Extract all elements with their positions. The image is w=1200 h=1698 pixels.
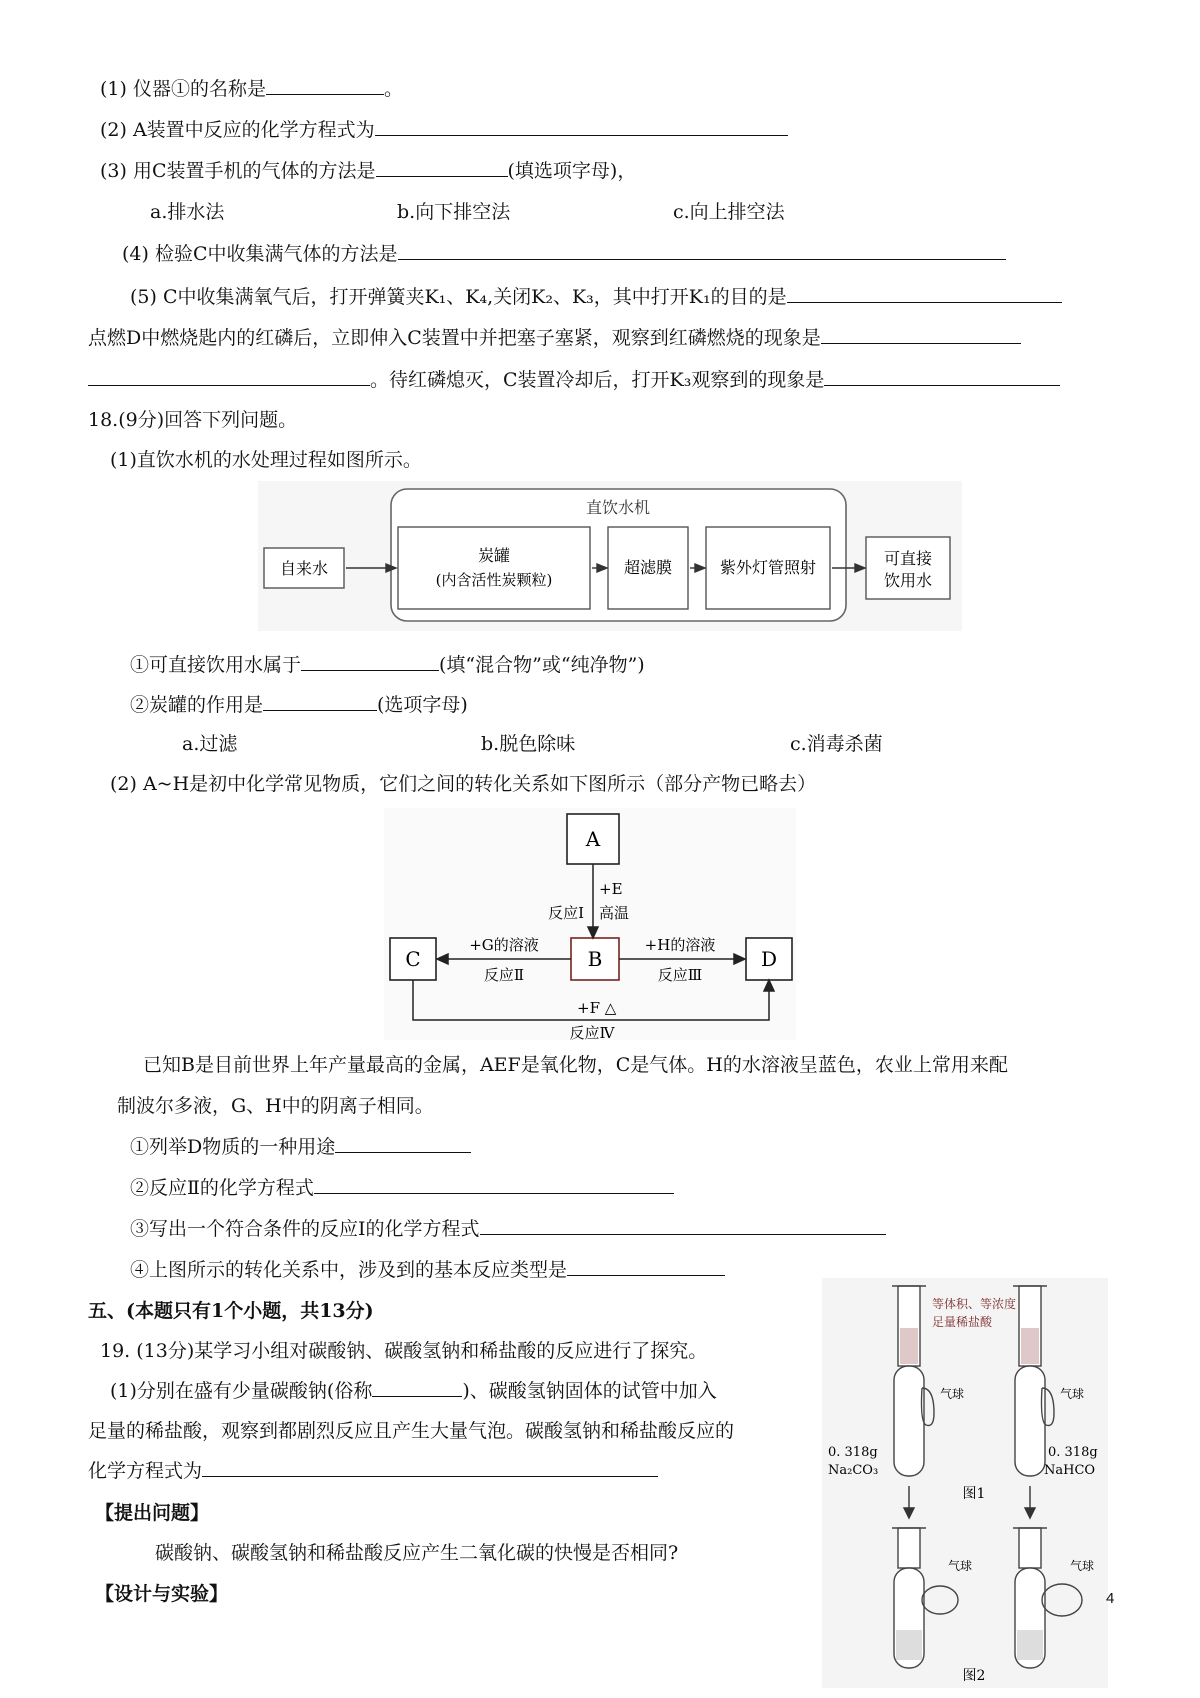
q17-part1-text: (1) 仪器①的名称是 <box>100 78 266 100</box>
ultrafilter-label: 超滤膜 <box>623 558 673 577</box>
answer-blank[interactable] <box>567 1257 725 1276</box>
q18-known-2: 制波尔多液，G、H中的阴离子相同。 <box>117 1095 434 1117</box>
answer-blank[interactable] <box>335 1134 471 1153</box>
answer-blank[interactable] <box>263 692 377 711</box>
q17-part1-end: 。 <box>383 78 403 100</box>
q18-title: 18.(9分)回答下列问题。 <box>88 409 298 431</box>
q19-part1-text-a: (1)分别在盛有少量碳酸钠(俗称 <box>110 1380 373 1402</box>
carbon-tank-box <box>398 527 590 609</box>
answer-blank[interactable] <box>480 1216 886 1235</box>
answer-blank[interactable] <box>376 158 508 177</box>
q17-option-b: b.向下排空法 <box>397 201 511 223</box>
mass-left: 0. 318g <box>828 1445 878 1460</box>
q17-part3 <box>100 158 636 184</box>
conversion-diagram <box>384 808 796 1040</box>
answer-blank[interactable] <box>266 76 384 95</box>
label-plus-f: +F △ <box>577 999 617 1017</box>
q17-option-a: a.排水法 <box>150 201 225 223</box>
label-plus-g: +G的溶液 <box>469 936 539 954</box>
tube-left-top <box>894 1366 924 1476</box>
node-b: B <box>587 947 603 971</box>
q17-part1 <box>100 76 403 102</box>
node-a: A <box>585 827 601 851</box>
q19-part1-line1 <box>110 1378 717 1404</box>
q17-part4-text: (4) 检验C中收集满气体的方法是 <box>122 243 398 265</box>
q18-sub-item-4 <box>130 1257 725 1283</box>
answer-blank[interactable] <box>88 367 370 386</box>
mass-right: 0. 318g <box>1048 1445 1098 1460</box>
answer-blank[interactable] <box>398 241 1006 260</box>
balloon-label: 气球 <box>948 1559 973 1573</box>
carbon-tank-label: 炭罐 <box>477 546 511 565</box>
q17-part3-end: (填选项字母)， <box>507 160 637 182</box>
label-reaction-1: 反应Ⅰ <box>548 904 584 922</box>
section-5-title: 五、(本题只有1个小题，共13分) <box>88 1300 374 1322</box>
drinking-water-label-2: 饮用水 <box>883 571 933 590</box>
label-high-temp: 高温 <box>599 904 630 922</box>
q18-item1-hint: (填“混合物”或“纯净物”) <box>439 654 645 676</box>
q19-part1-line3-text: 化学方程式为 <box>88 1460 203 1482</box>
drinking-water-label-1: 可直接 <box>883 549 933 568</box>
answer-blank[interactable] <box>314 1175 674 1194</box>
q18-sub-item-2-text: ②反应Ⅱ的化学方程式 <box>130 1177 314 1199</box>
q18-sub-item-4-text: ④上图所示的转化关系中，涉及到的基本反应类型是 <box>130 1259 568 1281</box>
q17-part2-text: (2) A装置中反应的化学方程式为 <box>100 119 375 141</box>
q18-known-1: 已知B是目前世界上年产量最高的金属，AEF是氧化物，C是气体。H的水溶液呈蓝色，农业上常用来配 <box>143 1054 1008 1076</box>
answer-blank[interactable] <box>821 325 1021 344</box>
compound-right: NaHCO <box>1044 1463 1096 1478</box>
figure-1-caption: 图1 <box>962 1486 986 1502</box>
answer-blank[interactable] <box>787 284 1062 303</box>
uv-lamp-label: 紫外灯管照射 <box>719 558 817 577</box>
answer-blank[interactable] <box>824 367 1060 386</box>
q18-sub2: (2) A~H是初中化学常见物质，它们之间的转化关系如下图所示（部分产物已略去） <box>110 773 817 795</box>
q18-option-c: c.消毒杀菌 <box>790 733 883 755</box>
answer-blank[interactable] <box>202 1458 658 1477</box>
q18-sub-item-3 <box>130 1216 886 1242</box>
q18-sub-item-3-text: ③写出一个符合条件的反应Ⅰ的化学方程式 <box>130 1218 480 1240</box>
tube-right-top <box>1015 1366 1045 1476</box>
water-process-diagram <box>258 481 962 631</box>
q18-item2-text: ②炭罐的作用是 <box>130 694 264 716</box>
figure-2-caption: 图2 <box>962 1668 986 1684</box>
q19-part1-line3 <box>88 1458 658 1484</box>
q19-part1-line2: 足量的稀盐酸，观察到都剧烈反应且产生大量气泡。碳酸氢钠和稀盐酸反应的 <box>88 1420 735 1442</box>
acid-note-2: 足量稀盐酸 <box>932 1315 993 1329</box>
balloon-label: 气球 <box>1060 1387 1085 1401</box>
q17-part5 <box>130 284 1062 310</box>
q17-part2 <box>100 117 788 143</box>
node-d: D <box>760 947 778 971</box>
label-plus-h: +H的溶液 <box>644 936 716 954</box>
research-question: 碳酸钠、碳酸氢钠和稀盐酸反应产生二氧化碳的快慢是否相同? <box>155 1542 679 1564</box>
machine-label: 直饮水机 <box>585 498 651 517</box>
q17-part5-line2-text: 点燃D中燃烧匙内的红磷后，立即伸入C装置中并把塞子塞紧，观察到红磷燃烧的现象是 <box>88 327 821 349</box>
node-c: C <box>405 947 421 971</box>
q18-item2-hint: (选项字母) <box>377 694 468 716</box>
page-number: 4 <box>1106 1590 1115 1607</box>
q17-option-c: c.向上排空法 <box>673 201 785 223</box>
answer-blank[interactable] <box>372 1378 462 1397</box>
q18-sub-item-2 <box>130 1175 674 1201</box>
acid-note-1: 等体积、等浓度 <box>932 1297 1017 1311</box>
label-reaction-4: 反应Ⅳ <box>569 1024 615 1040</box>
heading-raise-question: 【提出问题】 <box>95 1502 210 1524</box>
q18-sub-item-1-text: ①列举D物质的一种用途 <box>130 1136 336 1158</box>
carbon-tank-note: (内含活性炭颗粒) <box>435 571 553 589</box>
q19-stem: 19. (13分)某学习小组对碳酸钠、碳酸氢钠和稀盐酸的反应进行了探究。 <box>100 1340 708 1362</box>
label-reaction-2: 反应Ⅱ <box>483 966 525 984</box>
tap-water-label: 自来水 <box>279 559 329 578</box>
test-tube-figure <box>822 1278 1108 1688</box>
q17-part3-text: (3) 用C装置手机的气体的方法是 <box>100 160 376 182</box>
answer-blank[interactable] <box>375 117 788 136</box>
q18-item1 <box>130 652 645 678</box>
q17-part4 <box>122 241 1006 267</box>
balloon-label: 气球 <box>1070 1559 1095 1573</box>
label-reaction-3: 反应Ⅲ <box>657 966 703 984</box>
q18-sub1: (1)直饮水机的水处理过程如图所示。 <box>110 449 422 471</box>
balloon-label: 气球 <box>940 1387 965 1401</box>
q18-item2 <box>130 692 468 718</box>
q18-option-a: a.过滤 <box>182 733 238 755</box>
compound-left: Na₂CO₃ <box>828 1463 879 1478</box>
q17-part5-line3 <box>88 367 1060 393</box>
q18-option-b: b.脱色除味 <box>481 733 576 755</box>
answer-blank[interactable] <box>301 652 439 671</box>
q17-part5-line2 <box>88 325 1021 351</box>
q17-part5-text: (5) C中收集满氧气后，打开弹簧夹K₁、K₄,关闭K₂、K₃，其中打开K₁的目的是 <box>130 286 787 308</box>
label-plus-e: +E <box>599 880 623 898</box>
q19-part1-text-b: )、碳酸氢钠固体的试管中加入 <box>462 1380 717 1402</box>
q18-sub-item-1 <box>130 1134 471 1160</box>
heading-design-experiment: 【设计与实验】 <box>95 1583 229 1605</box>
q17-part5-line3-text: 。待红磷熄灭，C装置冷却后，打开K₃观察到的现象是 <box>370 369 825 391</box>
q18-item1-text: ①可直接饮用水属于 <box>130 654 302 676</box>
